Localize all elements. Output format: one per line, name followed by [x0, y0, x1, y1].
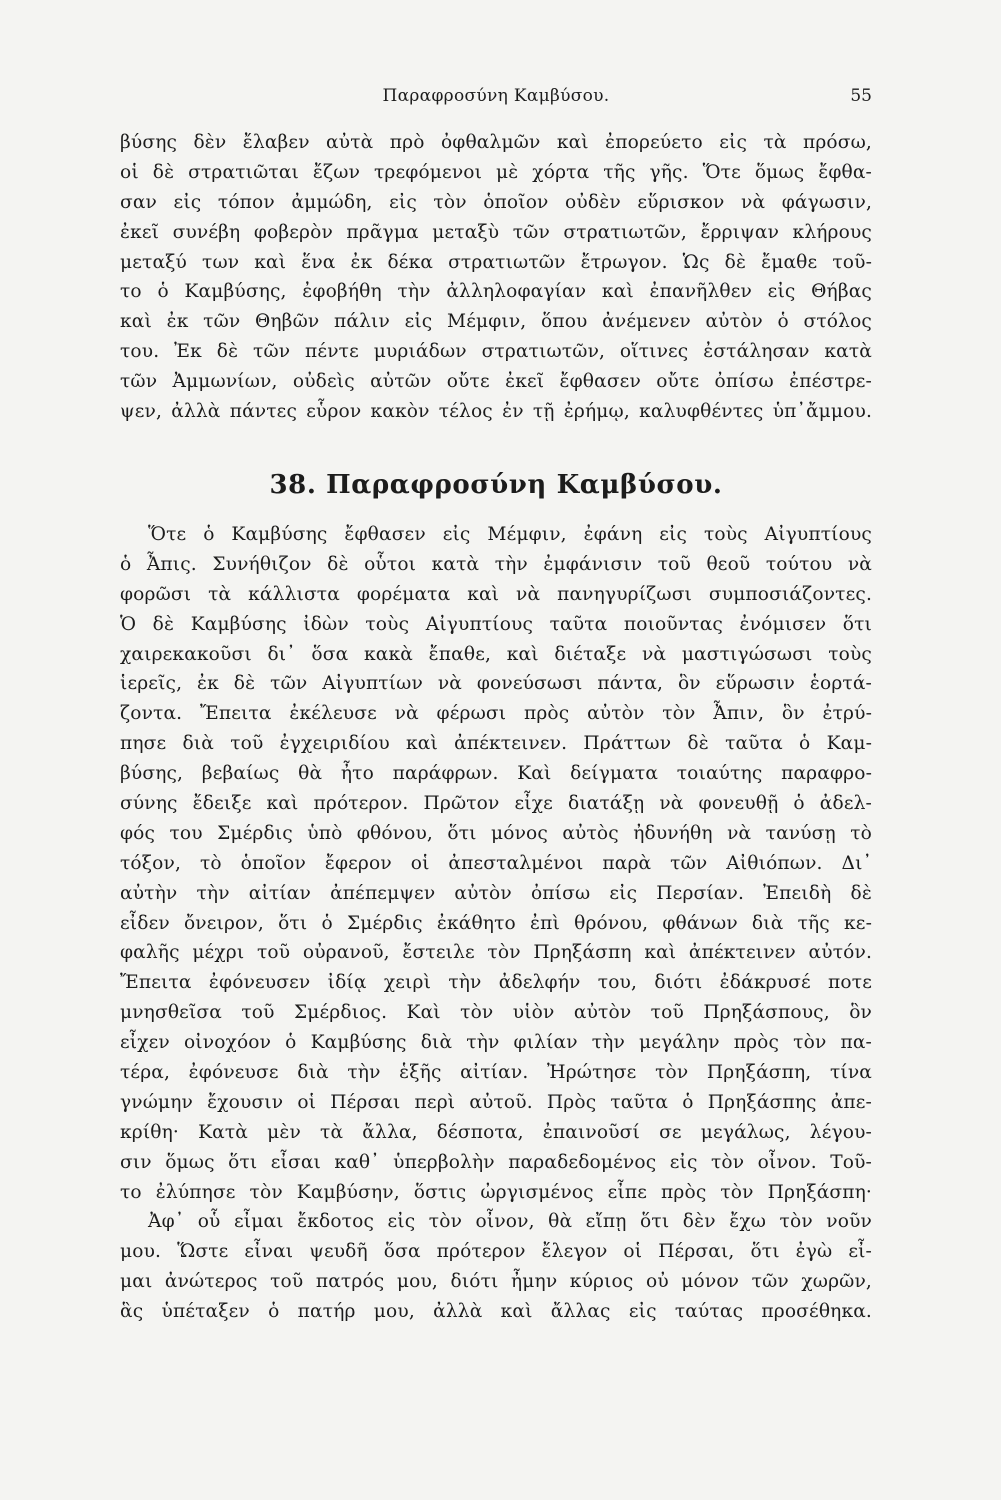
text-line: ψεν, ἀλλὰ πάντες εὗρον κακὸν τέλος ἐν τῇ ἐρήμῳ, καλυφθέντες ὑπ᾽ἄμμου. — [120, 401, 872, 423]
paragraph-continued — [120, 128, 872, 427]
text-line: μεταξύ των καὶ ἕνα ἐκ δέκα στρατιωτῶν ἔτρωγον. Ὡς δὲ ἔμαθε τοῦ- — [120, 251, 872, 273]
text-line: καὶ ἐκ τῶν Θηβῶν πάλιν εἰς Μέμφιν, ὅπου ἀνέμενεν αὐτὸν ὁ στόλος — [120, 311, 872, 333]
text-line: ζοντα. Ἔπειτα ἐκέλευσε νὰ φέρωσι πρὸς αὐτὸν τὸν Ἆπιν, ὃν ἐτρύ- — [120, 703, 872, 725]
text-line: μαι ἀνώτερος τοῦ πατρός μου, διότι ἦμην κύριος οὐ μόνον τῶν χωρῶν, — [120, 1271, 872, 1293]
text-line: Ὅτε ὁ Καμβύσης ἔφθασεν εἰς Μέμφιν, ἐφάνη εἰς τοὺς Αἰγυπτίους — [148, 524, 872, 545]
text-line: ἐκεῖ συνέβη φοβερὸν πρᾶγμα μεταξὺ τῶν στρατιωτῶν, ἔρριψαν κλήρους — [120, 221, 872, 243]
text-line: κρίθη· Κατὰ μὲν τὰ ἄλλα, δέσποτα, ἐπαινοῦσί σε μεγάλως, λέγου- — [120, 1121, 872, 1143]
text-line: μου. Ὥστε εἶναι ψευδῆ ὅσα πρότερον ἔλεγον οἱ Πέρσαι, ὅτι ἐγὼ εἶ- — [120, 1241, 872, 1263]
text-line: μνησθεῖσα τοῦ Σμέρδιος. Καὶ τὸν υἱὸν αὐτὸν τοῦ Πρηξάσπους, ὃν — [120, 1002, 872, 1024]
text-line: ἱερεῖς, ἐκ δὲ τῶν Αἰγυπτίων νὰ φονεύσωσι πάντα, ὃν εὕρωσιν ἑορτά- — [120, 673, 872, 695]
text-line: σιν ὅμως ὅτι εἶσαι καθ᾽ ὑπερβολὴν παραδεδομένος εἰς τὸν οἶνον. Τοῦ- — [120, 1151, 872, 1173]
page-number: 55 — [850, 86, 872, 106]
text-line: σαν εἰς τόπον ἀμμώδη, εἰς τὸν ὁποῖον οὐδὲν εὕρισκον νὰ φάγωσιν, — [120, 191, 872, 213]
running-head — [120, 86, 872, 116]
paragraph-section-38 — [120, 520, 872, 1327]
text-line: Ἔπειτα ἐφόνευσεν ἰδίᾳ χειρὶ τὴν ἀδελφήν του, διότι ἐδάκρυσέ ποτε — [120, 972, 872, 994]
text-line: ὁ Ἆπις. Συνήθιζον δὲ οὗτοι κατὰ τὴν ἐμφάνισιν τοῦ θεοῦ τούτου νὰ — [120, 553, 872, 575]
text-line: χαιρεκακοῦσι δι᾽ ὅσα κακὰ ἔπαθε, καὶ διέταξε νὰ μαστιγώσωσι τοὺς — [120, 643, 872, 665]
text-line: οἱ δὲ στρατιῶται ἔζων τρεφόμενοι μὲ χόρτα τῆς γῆς. Ὅτε ὅμως ἔφθα- — [120, 161, 872, 183]
text-line: το ὁ Καμβύσης, ἐφοβήθη τὴν ἀλληλοφαγίαν καὶ ἐπανῆλθεν εἰς Θήβας — [120, 281, 872, 303]
text-line: αὐτὴν τὴν αἰτίαν ἀπέπεμψεν αὐτὸν ὀπίσω εἰς Περσίαν. Ἐπειδὴ δὲ — [120, 882, 872, 904]
text-line: εἶδεν ὄνειρον, ὅτι ὁ Σμέρδις ἐκάθητο ἐπὶ θρόνου, φθάνων διὰ τῆς κε- — [120, 912, 872, 934]
text-line: τόξον, τὸ ὁποῖον ἔφερον οἱ ἀπεσταλμένοι παρὰ τῶν Αἰθιόπων. Δι᾽ — [120, 852, 872, 874]
text-line: βύσης, βεβαίως θὰ ἦτο παράφρων. Καὶ δείγματα τοιαύτης παραφρο- — [120, 763, 872, 785]
text-line: τῶν Ἀμμωνίων, οὐδεὶς αὐτῶν οὔτε ἐκεῖ ἔφθασεν οὔτε ὀπίσω ἐπέστρε- — [120, 371, 872, 393]
text-line: γνώμην ἔχουσιν οἱ Πέρσαι περὶ αὐτοῦ. Πρὸς ταῦτα ὁ Πρηξάσπης ἀπε- — [120, 1091, 872, 1113]
section-heading: 38. Παραφροσύνη Καμβύσου. — [269, 470, 723, 500]
text-line: του. Ἐκ δὲ τῶν πέντε μυριάδων στρατιωτῶν, οἵτινες ἐστάλησαν κατὰ — [120, 341, 872, 363]
text-line: σύνης ἔδειξε καὶ πρότερον. Πρῶτον εἶχε διατάξῃ νὰ φονευθῇ ὁ ἀδελ- — [120, 793, 872, 815]
text-line: τέρα, ἐφόνευσε διὰ τὴν ἑξῆς αἰτίαν. Ἠρώτησε τὸν Πρηξάσπη, τίνα — [120, 1062, 872, 1084]
text-line: εἶχεν οἰνοχόον ὁ Καμβύσης διὰ τὴν φιλίαν τὴν μεγάλην πρὸς τὸν πα- — [120, 1032, 872, 1054]
text-line: βύσης δὲν ἔλαβεν αὐτὰ πρὸ ὀφθαλμῶν καὶ ἐπορεύετο εἰς τὰ πρόσω, — [120, 132, 872, 153]
text-line: φορῶσι τὰ κάλλιστα φορέματα καὶ νὰ πανηγυρίζωσι συμποσιάζοντες. — [120, 583, 872, 605]
running-title: Παραφροσύνη Καμβύσου. — [382, 86, 610, 106]
text-line: Ἀφ᾽ οὗ εἶμαι ἔκδοτος εἰς τὸν οἶνον, θὰ εἴπῃ ὅτι δὲν ἔχω τὸν νοῦν — [148, 1211, 872, 1233]
text-line: φαλῆς μέχρι τοῦ οὐρανοῦ, ἔστειλε τὸν Πρηξάσπη καὶ ἀπέκτεινεν αὐτόν. — [120, 942, 872, 964]
text-line: Ὁ δὲ Καμβύσης ἰδὼν τοὺς Αἰγυπτίους ταῦτα ποιοῦντας ἐνόμισεν ὅτι — [120, 613, 872, 635]
text-line: φός του Σμέρδις ὑπὸ φθόνου, ὅτι μόνος αὐτὸς ἠδυνήθη νὰ τανύσῃ τὸ — [120, 822, 872, 844]
text-line: ἃς ὑπέταξεν ὁ πατήρ μου, ἀλλὰ καὶ ἄλλας εἰς ταύτας προσέθηκα. — [120, 1301, 872, 1323]
text-line: το ἐλύπησε τὸν Καμβύσην, ὅστις ὠργισμένος εἶπε πρὸς τὸν Πρηξάσπη· — [120, 1181, 872, 1203]
text-line: πησε διὰ τοῦ ἐγχειριδίου καὶ ἀπέκτεινεν. Πράττων δὲ ταῦτα ὁ Καμ- — [120, 733, 872, 755]
